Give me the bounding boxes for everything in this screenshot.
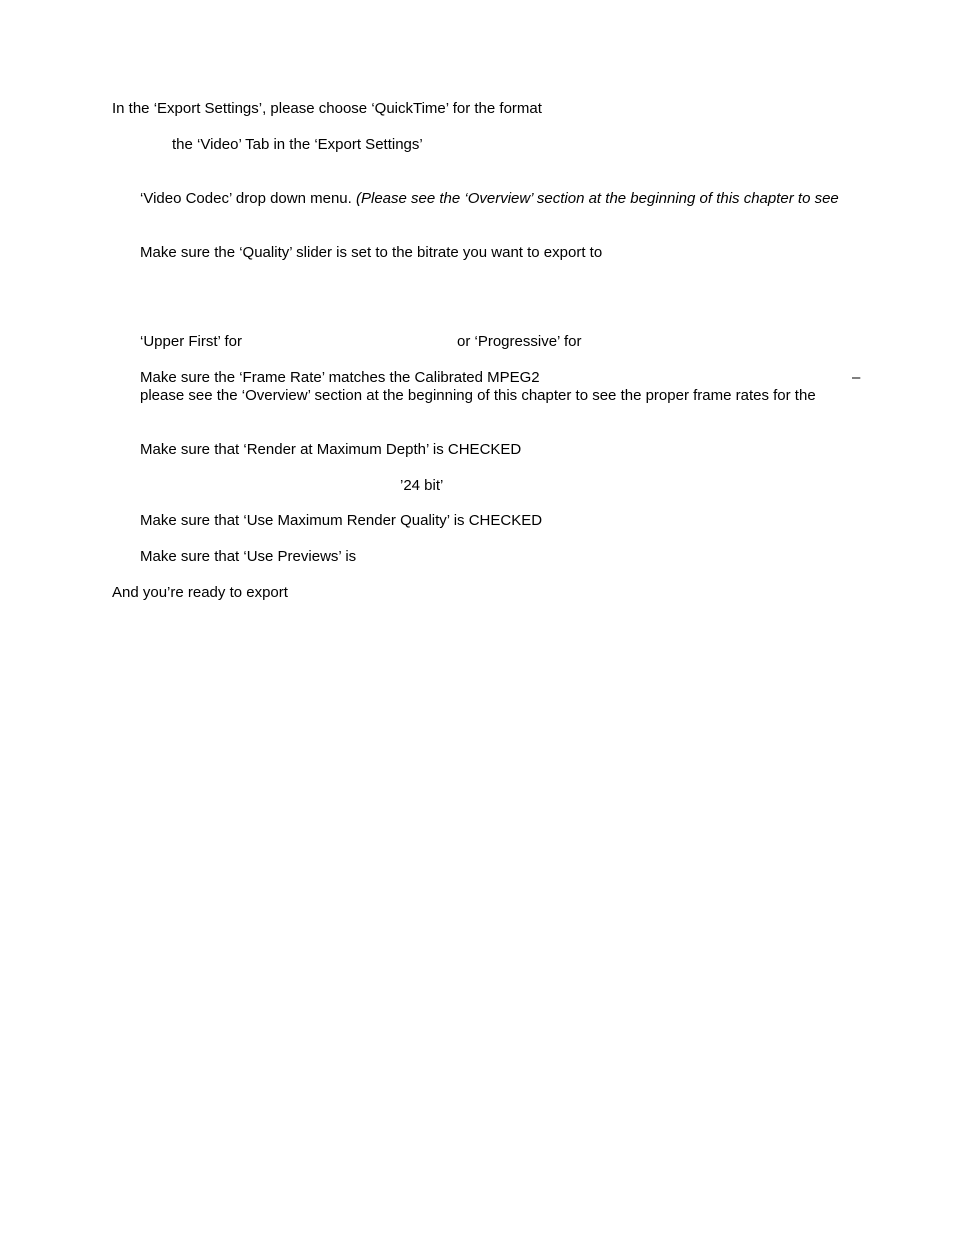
- bit-depth-value: ’24 bit’: [400, 477, 444, 494]
- quality-slider-instruction: Make sure the ‘Quality’ slider is set to the bitrate you want to export to: [140, 244, 603, 261]
- render-max-depth-instruction: Make sure that ‘Render at Maximum Depth’ is CHECKED: [140, 441, 522, 458]
- video-tab-instruction: the ‘Video’ Tab in the ‘Export Settings’: [172, 136, 423, 153]
- field-order-progressive: or ‘Progressive’ for: [457, 333, 582, 350]
- frame-rate-instruction: Make sure the ‘Frame Rate’ matches the Calibrated MPEG2: [140, 369, 540, 386]
- frame-rate-note: please see the ‘Overview’ section at the beginning of this chapter to see the proper frame rates for the: [140, 387, 816, 404]
- use-previews-instruction: Make sure that ‘Use Previews’ is: [140, 548, 357, 565]
- en-dash: –: [852, 369, 861, 386]
- overview-note: (Please see the ‘Overview’ section at the beginning of this chapter to see: [355, 190, 839, 207]
- max-render-quality-instruction: Make sure that ‘Use Maximum Render Quality’ is CHECKED: [140, 512, 543, 529]
- video-codec-text: ‘Video Codec’ drop down menu.: [140, 190, 356, 207]
- export-format-instruction: In the ‘Export Settings’, please choose ‘QuickTime’ for the format: [112, 100, 542, 117]
- video-codec-instruction: [140, 190, 839, 208]
- ready-to-export: And you’re ready to export: [112, 584, 288, 601]
- field-order-upper-first: ‘Upper First’ for: [140, 333, 242, 350]
